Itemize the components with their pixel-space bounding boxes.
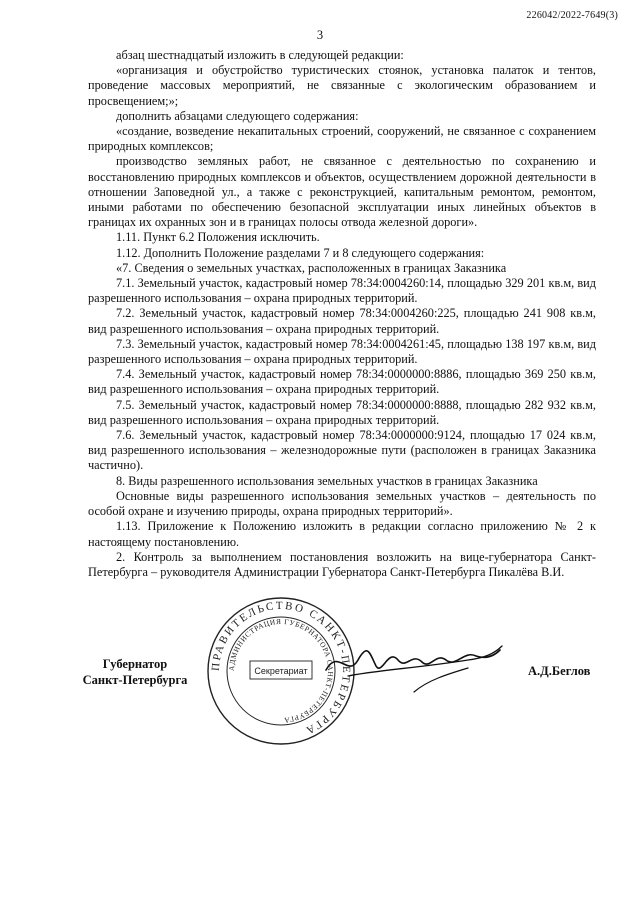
signatory-title xyxy=(70,656,200,688)
land-plot-item: 7.1. Земельный участок, кадастровый номер 78:34:0004260:14, площадью 329 201 кв.м, вид разрешенного использования – охрана природных территорий. xyxy=(88,276,596,306)
seal-outer-text: ПРАВИТЕЛЬСТВО САНКТ-ПЕТЕРБУРГА xyxy=(209,599,353,738)
section-heading: «7. Сведения о земельных участках, расположенных в границах Заказника xyxy=(116,260,507,275)
paragraph: 1.13. Приложение к Положению изложить в редакции согласно приложению № 2 к настоящему постановлению. xyxy=(88,519,596,549)
paragraph: абзац шестнадцатый изложить в следующей редакции: xyxy=(116,48,404,62)
land-plot-item: 7.6. Земельный участок, кадастровый номер 78:34:0000000:9124, площадью 17 024 кв.м, вид разрешенного использования – железнодорожные пути (расположен в границах Заказника частично). xyxy=(88,428,596,473)
paragraph: Основные виды разрешенного использования земельных участков – деятельность по особой охране и изучению природы, охрана природных территорий». xyxy=(88,488,596,519)
paragraph: дополнить абзацами следующего содержания: xyxy=(116,108,359,123)
document-id: 226042/2022-7649(3) xyxy=(526,10,618,21)
document-body xyxy=(88,48,596,580)
paragraph: «создание, возведение некапитальных строений, сооружений, не связанное с сохранением природных комплексов; xyxy=(88,124,596,154)
section-heading: 8. Виды разрешенного использования земельных участков в границах Заказника xyxy=(116,473,538,488)
paragraph: «организация и обустройство туристических стоянок, установка палаток и тентов, проведение массовых мероприятий, не связанные с экологическим образованием и просвещением;»; xyxy=(88,63,596,108)
handwritten-signature xyxy=(318,630,508,700)
land-plot-item: 7.2. Земельный участок, кадастровый номер 78:34:0004260:225, площадью 241 908 кв.м, вид разрешенного использования – охрана природных территорий. xyxy=(88,306,596,336)
signatory-title-line1: Губернатор xyxy=(102,657,168,671)
land-plot-item: 7.4. Земельный участок, кадастровый номер 78:34:0000000:8886, площадью 369 250 кв.м, вид разрешенного использования – охрана природных территорий. xyxy=(88,367,596,397)
signatory-title-line2: Санкт-Петербурга xyxy=(82,673,188,687)
paragraph: производство земляных работ, не связанное с деятельностью по сохранению и восстановлению природных комплексов и объектов, осуществлением дорожной деятельности в отношении Заповедной ул., а также с реконструкцией, капитальным ремонтом, ремонтом, иными работами по обеспечению безопасной эксплуатации иных линейных объектов в границах их охранных зон и в границах полосы отвода железной дороги». xyxy=(88,154,596,230)
signatory-name: А.Д.Беглов xyxy=(528,664,591,678)
land-plot-item: 7.3. Земельный участок, кадастровый номер 78:34:0004261:45, площадью 138 197 кв.м, вид разрешенного использования – охрана природных территорий. xyxy=(88,336,596,367)
paragraph: 1.12. Дополнить Положение разделами 7 и 8 следующего содержания: xyxy=(116,245,485,260)
seal-center-text: Секретариат xyxy=(254,666,308,676)
paragraph: 2. Контроль за выполнением постановления возложить на вице-губернатора Санкт-Петербурга – руководителя Администрации Губернатора Санкт-Петербурга Пикалёва В.И. xyxy=(88,549,596,579)
seal-inner-text: АДМИНИСТРАЦИЯ ГУБЕРНАТОРА САНКТ-ПЕТЕРБУРГА xyxy=(226,616,336,725)
page-number: 3 xyxy=(316,28,324,42)
land-plot-item: 7.5. Земельный участок, кадастровый номер 78:34:0000000:8888, площадью 282 932 кв.м, вид разрешенного использования – охрана природных территорий. xyxy=(88,397,596,427)
paragraph: 1.11. Пункт 6.2 Положения исключить. xyxy=(116,230,320,245)
